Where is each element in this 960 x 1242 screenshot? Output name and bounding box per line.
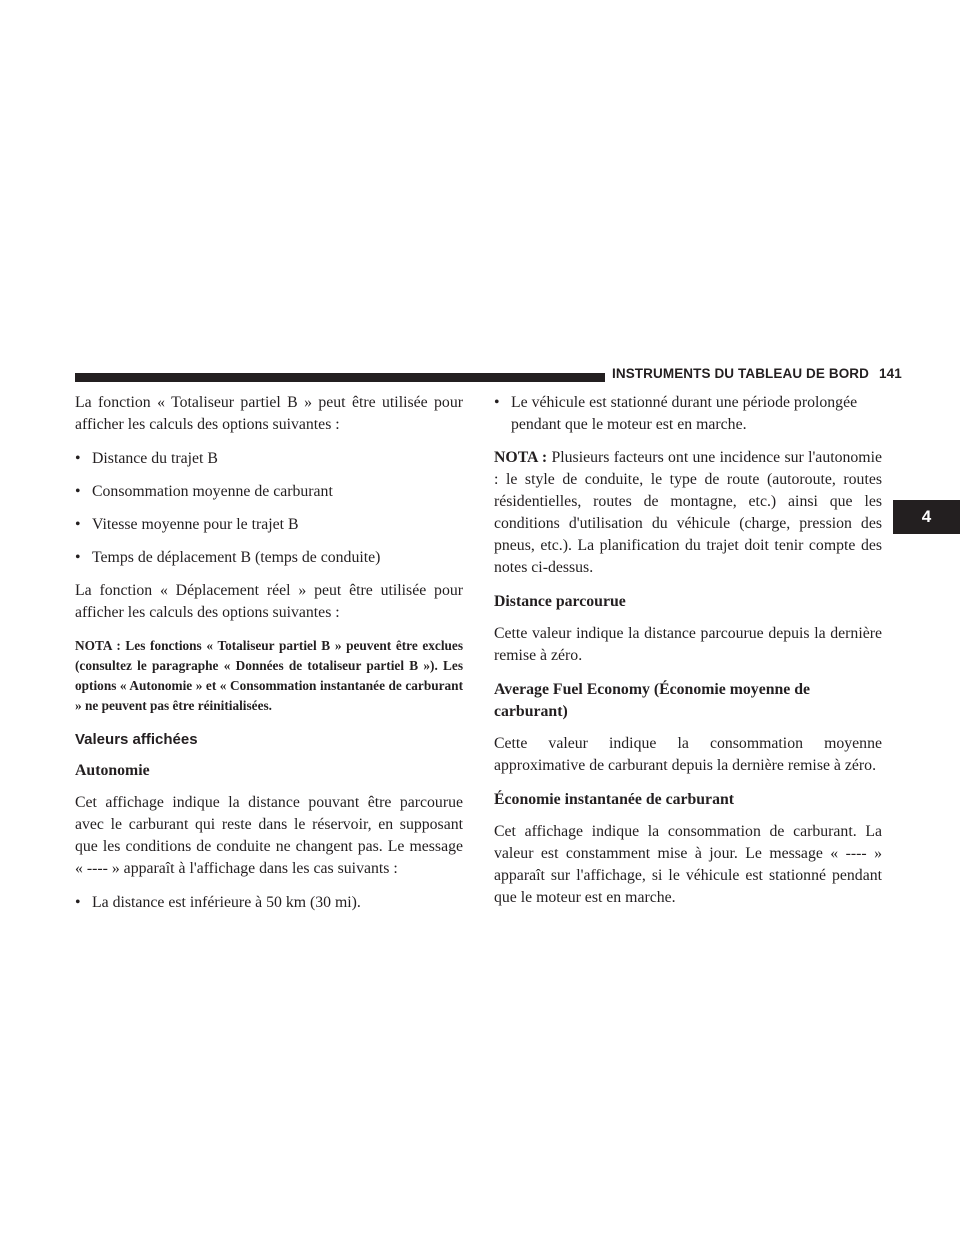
subheading-instant-fuel: Économie instantanée de carburant	[494, 791, 735, 808]
distance-paragraph: Cette valeur indique la distance parcourue depuis la dernière remise à zéro.	[494, 625, 882, 664]
bullet-icon: •	[75, 450, 81, 467]
list-item: • Vitesse moyenne pour le trajet B	[75, 514, 463, 536]
note-paragraph-right: NOTA : Plusieurs facteurs ont une incidence sur l'autonomie : le style de conduite, le type de route (autoroute, routes résidentielles, routes de montagne, etc.) ainsi que les conditions d'utilisation du véhicule (charge, pression des pneus, etc.). La planification du trajet doit tenir compte des notes ci-dessus.	[494, 449, 882, 576]
bullet-icon: •	[75, 516, 81, 533]
autonomie-paragraph: Cet affichage indique la distance pouvant être parcourue avec le carburant qui reste dans le réservoir, en supposant que les conditions de conduite ne changent pas. Le message « ---- » apparaît à l'affichage dans les cas suivants :	[75, 794, 463, 877]
list-item: • La distance est inférieure à 50 km (30 mi).	[75, 892, 463, 914]
bullet-icon: •	[75, 483, 81, 500]
section-title: INSTRUMENTS DU TABLEAU DE BORD	[612, 366, 869, 381]
list-item: • Temps de déplacement B (temps de conduite)	[75, 547, 463, 569]
note-paragraph: NOTA : Les fonctions « Totaliseur partiel B » peuvent être exclues (consultez le paragraphe « Données de totaliseur partiel B »). Les options « Autonomie » et « Consommation instantanée de carburant » ne peuvent pas être réinitialisées.	[75, 638, 463, 713]
subheading-average-fuel: Average Fuel Economy (Économie moyenne de carburant)	[494, 681, 811, 720]
subheading-autonomie: Autonomie	[75, 762, 150, 779]
right-column	[494, 392, 882, 921]
header-rule	[75, 373, 605, 382]
subheading-distance: Distance parcourue	[494, 593, 626, 610]
left-column	[75, 392, 463, 925]
running-header	[612, 366, 902, 381]
chapter-tab: 4	[893, 500, 960, 534]
average-fuel-paragraph: Cette valeur indique la consommation moyenne approximative de carburant depuis la dernière remise à zéro.	[494, 735, 882, 774]
instant-fuel-paragraph: Cet affichage indique la consommation de carburant. La valeur est constamment mise à jour. Le message « ---- » apparaît sur l'affichage, si le véhicule est stationné pendant que le moteur est en marche.	[494, 823, 882, 906]
bullet-icon: •	[75, 894, 81, 911]
list-item: • Le véhicule est stationné durant une période prolongée pendant que le moteur est en marche.	[494, 394, 858, 433]
bullet-icon: •	[494, 394, 500, 411]
page-number: 141	[879, 366, 902, 381]
list-item: • Distance du trajet B	[75, 448, 463, 470]
intro-paragraph-2: La fonction « Déplacement réel » peut être utilisée pour afficher les calculs des options suivantes :	[75, 582, 463, 621]
section-heading: Valeurs affichées	[75, 731, 198, 748]
intro-paragraph-1: La fonction « Totaliseur partiel B » peut être utilisée pour afficher les calculs des options suivantes :	[75, 394, 463, 433]
bullet-icon: •	[75, 549, 81, 566]
list-item: • Consommation moyenne de carburant	[75, 481, 463, 503]
